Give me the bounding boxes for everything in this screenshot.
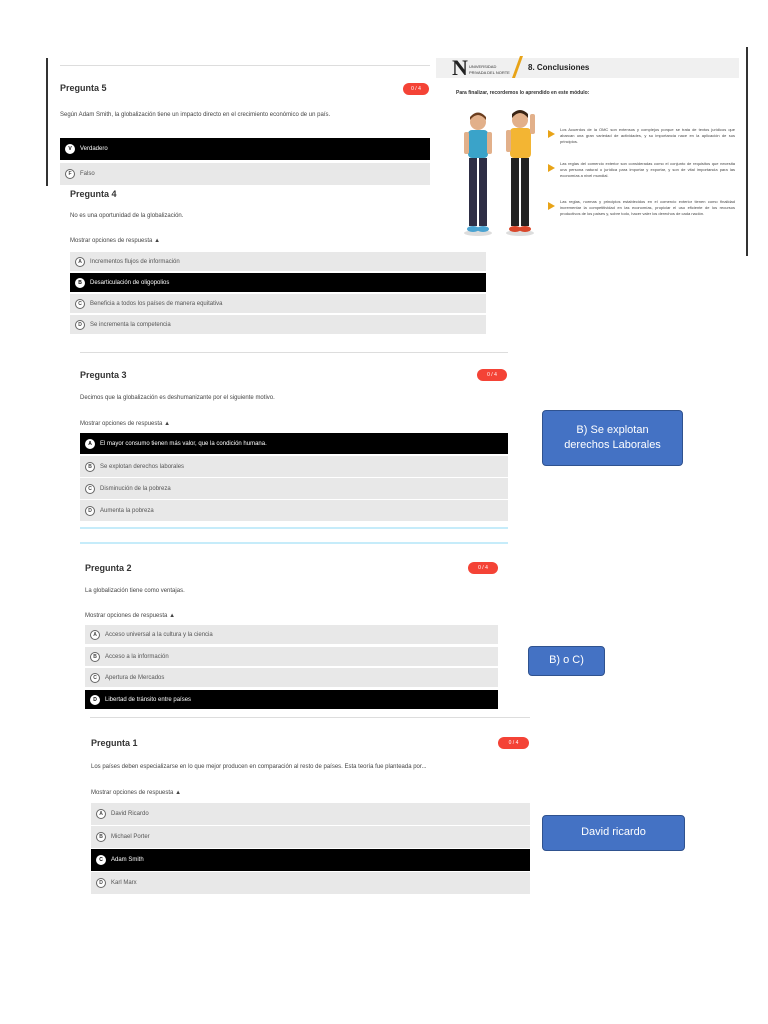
question-4-option-d[interactable] [70, 315, 486, 334]
question-3-text: Decimos que la globalización es deshumanizante por el siguiente motivo. [80, 395, 275, 401]
option-label: Se explotan derechos laborales [100, 463, 185, 470]
conclusions-section-title: 8. Conclusiones [528, 63, 590, 72]
option-letter-badge: D [96, 878, 106, 888]
option-letter-badge: F [65, 169, 75, 179]
students-illustration [458, 108, 558, 238]
show-options-label: Mostrar opciones de respuesta [80, 421, 163, 427]
question-2-option-a[interactable] [85, 625, 498, 644]
conclusion-bullet-1: Los Acuerdos de la OMC son extensos y complejos porque se trata de textos jurídicos que abarcan una gran variedad de actividades, y su importancia nace en la aplicación de sus principios. [560, 127, 735, 144]
option-letter-badge: B [96, 832, 106, 842]
question-2-text: La globalización tiene como ventajas. [85, 588, 185, 594]
question-3-option-a[interactable] [80, 433, 508, 454]
question-4-title: Pregunta 4 [70, 189, 117, 199]
university-name-line-2: PRIVADA DEL NORTE [469, 70, 510, 75]
question-1-option-d[interactable] [91, 872, 530, 894]
option-label: Acceso universal a la cultura y la ciencia [105, 631, 213, 638]
question-4-option-a[interactable] [70, 252, 486, 271]
option-letter-badge: A [85, 439, 95, 449]
question-4-option-c[interactable] [70, 294, 486, 313]
option-letter-badge: C [85, 484, 95, 494]
option-letter-badge: D [90, 695, 100, 705]
question-5-title: Pregunta 5 [60, 83, 107, 93]
option-label: Disminución de la pobreza [100, 485, 171, 492]
option-letter-badge: A [90, 630, 100, 640]
option-letter-badge: C [90, 673, 100, 683]
question-3-option-b[interactable] [80, 456, 508, 477]
option-label: Apertura de Mercados [105, 674, 165, 681]
question-2-score-badge: 0 / 4 [468, 562, 498, 574]
option-label: Verdadero [80, 146, 108, 152]
option-label: Incrementos flujos de información [90, 258, 180, 265]
left-border-line [46, 58, 48, 186]
option-letter-badge: A [75, 257, 85, 267]
question-3-option-c[interactable] [80, 478, 508, 499]
question-1-score-badge: 0 / 4 [498, 737, 529, 749]
question-3-title: Pregunta 3 [80, 370, 127, 380]
option-label: Karl Marx [111, 880, 137, 886]
question-2-title: Pregunta 2 [85, 563, 132, 573]
question-1-option-c[interactable] [91, 849, 530, 871]
bullet-arrow-icon [548, 164, 555, 172]
divider [80, 352, 508, 353]
question-2-option-c[interactable] [85, 668, 498, 687]
divider [80, 527, 508, 529]
option-letter-badge: B [75, 278, 85, 288]
chevron-up-icon: ▲ [169, 613, 176, 619]
option-label: El mayor consumo tienen más valor, que la condición humana. [100, 440, 267, 447]
option-label: Se incrementa la competencia [90, 321, 171, 328]
option-label: Aumenta la pobreza [100, 507, 154, 514]
question-1-option-b[interactable] [91, 826, 530, 848]
answer-note-q3: B) Se explotan derechos Laborales [542, 410, 683, 466]
option-letter-badge: B [90, 652, 100, 662]
right-border-line [746, 47, 748, 256]
university-logo: N [452, 55, 468, 80]
university-name-line-1: UNIVERSIDAD [469, 64, 497, 69]
show-options-label: Mostrar opciones de respuesta [91, 790, 174, 796]
option-letter-badge: D [85, 506, 95, 516]
conclusion-bullet-3: Las reglas, normas y principios establecidos en el comercio exterior tienen como finalidad incrementar la competitividad en las economías, propiciar el uso eficiente de los recursos productivos de los países y, sobre todo, hacer valer los derechos de cada nación. [560, 199, 735, 216]
option-letter-badge: V [65, 144, 75, 154]
option-letter-badge: B [85, 462, 95, 472]
question-5-option-v[interactable] [60, 138, 430, 160]
conclusions-panel [436, 53, 742, 253]
question-4-text: No es una oportunidad de la globalización. [70, 213, 184, 219]
option-label: Libertad de tránsito entre países [105, 696, 192, 703]
option-letter-badge: D [75, 320, 85, 330]
question-3-show-options-toggle[interactable] [80, 421, 170, 427]
divider [80, 542, 508, 544]
question-1-option-a[interactable] [91, 803, 530, 825]
option-label: David Ricardo [111, 811, 149, 817]
question-5-score-badge: 0 / 4 [403, 83, 429, 95]
question-3-option-d[interactable] [80, 500, 508, 521]
option-letter-badge: C [96, 855, 106, 865]
question-1-title: Pregunta 1 [91, 738, 138, 748]
option-label: Acceso a la información [105, 653, 169, 660]
question-2-option-d[interactable] [85, 690, 498, 709]
conclusion-bullet-2: Las reglas del comercio exterior son consideradas como el conjunto de requisitos que necesita una persona natural o jurídica para importar y exportar, y son de vital importancia para las economías a nivel mundial. [560, 161, 735, 178]
option-letter-badge: A [96, 809, 106, 819]
chevron-up-icon: ▲ [154, 238, 161, 244]
question-4-show-options-toggle[interactable] [70, 238, 160, 244]
show-options-label: Mostrar opciones de respuesta [85, 613, 168, 619]
bullet-arrow-icon [548, 130, 555, 138]
option-letter-badge: C [75, 299, 85, 309]
question-2-option-b[interactable] [85, 647, 498, 666]
divider [60, 65, 430, 66]
question-1-show-options-toggle[interactable] [91, 790, 181, 796]
question-5-text: Según Adam Smith, la globalización tiene un impacto directo en el crecimiento económico de un país. [60, 112, 331, 118]
question-5-option-f[interactable] [60, 163, 430, 185]
option-label: Adam Smith [111, 857, 144, 863]
chevron-up-icon: ▲ [164, 421, 171, 427]
conclusions-intro: Para finalizar, recordemos lo aprendido en este módulo: [456, 90, 590, 96]
option-label: Michael Porter [111, 834, 150, 840]
chevron-up-icon: ▲ [175, 790, 182, 796]
show-options-label: Mostrar opciones de respuesta [70, 238, 153, 244]
question-4-option-b[interactable] [70, 273, 486, 292]
question-3-score-badge: 0 / 4 [477, 369, 507, 381]
question-2-show-options-toggle[interactable] [85, 613, 175, 619]
option-label: Falso [80, 171, 95, 177]
answer-note-q2: B) o C) [528, 646, 605, 676]
bullet-arrow-icon [548, 202, 555, 210]
divider [90, 717, 530, 718]
option-label: Beneficia a todos los países de manera equitativa [90, 300, 223, 307]
answer-note-q1: David ricardo [542, 815, 685, 851]
question-1-text: Los países deben especializarse en lo que mejor producen en comparación al resto de países. Esta teoría fue planteada por... [91, 764, 427, 770]
option-label: Desarticulación de oligopolios [90, 279, 170, 286]
